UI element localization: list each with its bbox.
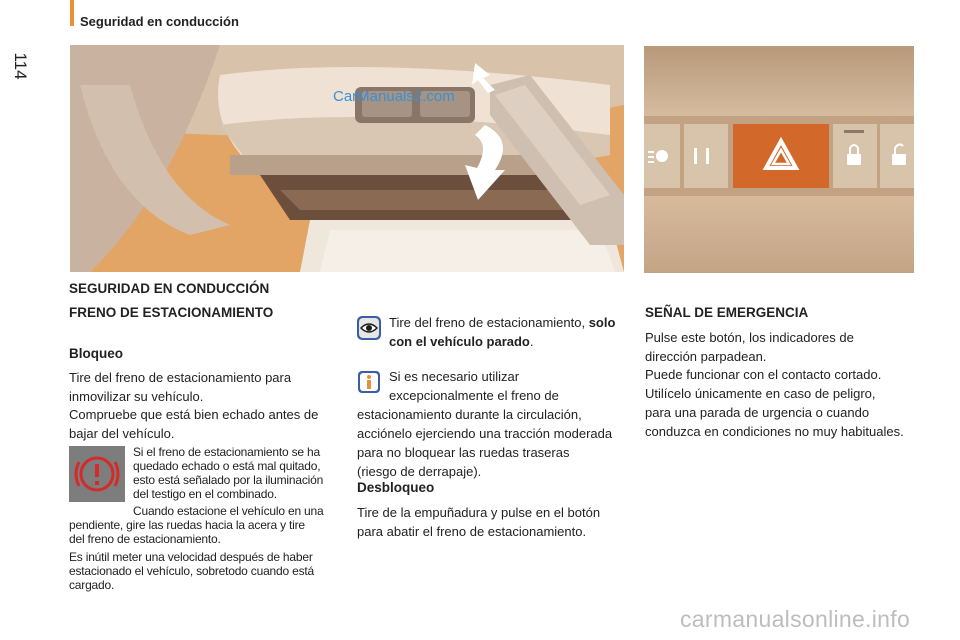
emergency-paragraph-1: Pulse este botón, los indicadores de dirección parpadean. (645, 330, 854, 364)
parking-brake-illustration (70, 45, 624, 272)
desbloqueo-heading: Desbloqueo (357, 480, 435, 495)
desbloqueo-text: Tire de la empuñadura y pulse en el botón para abatir el freno de estacionamiento. (357, 505, 601, 539)
warning-text: Si el freno de estacionamiento se ha quedado echado o está mal quitado, esto está señalado por la iluminación del testigo en el combinado. (133, 445, 324, 501)
section-title: SEGURIDAD EN CONDUCCIÓN (69, 281, 270, 296)
gear-note: Es inútil meter una velocidad después de haber estacionado el vehículo, sobretodo cuando está cargado. (69, 550, 314, 592)
watermark-bottom: carmanualsonline.info (680, 606, 911, 632)
emergency-heading: SEÑAL DE EMERGENCIA (645, 305, 809, 320)
slope-note: Cuando estacione el vehículo en una pendiente, gire las ruedas hacia la acera y tire del freno de estacionamiento. (69, 504, 324, 546)
bloqueo-heading: Bloqueo (69, 346, 123, 361)
hazard-switch-panel-photo (644, 46, 914, 273)
page-number: 114 (11, 52, 30, 80)
section-subtitle: FRENO DE ESTACIONAMIENTO (69, 305, 274, 320)
eye-icon (357, 316, 381, 340)
eye-note: Tire del freno de estacionamiento, solo con el vehículo parado. (389, 315, 616, 349)
parking-brake-warning-icon (69, 446, 125, 502)
header-accent-bar (70, 0, 74, 26)
watermark-top: CarManuals2.com (333, 88, 455, 105)
bloqueo-paragraph-1: Tire del freno de estacionamiento para inmovilizar su vehículo. (69, 370, 292, 404)
emergency-paragraph-3: Utilícelo únicamente en caso de peligro, para una parada de urgencia o cuando conduzca en condiciones no muy habituales. (645, 386, 904, 439)
bloqueo-paragraph-2: Compruebe que está bien echado antes de bajar del vehículo. (69, 407, 319, 441)
page-header-title: Seguridad en conducción (80, 14, 239, 29)
info-note: Si es necesario utilizar excepcionalmente el freno de estacionamiento durante la circulación, acciónelo ejerciendo una tracción moderada para no bloquear las ruedas traseras (riesgo de derrapaje). (357, 369, 613, 479)
emergency-paragraph-2: Puede funcionar con el contacto cortado. (645, 367, 882, 382)
